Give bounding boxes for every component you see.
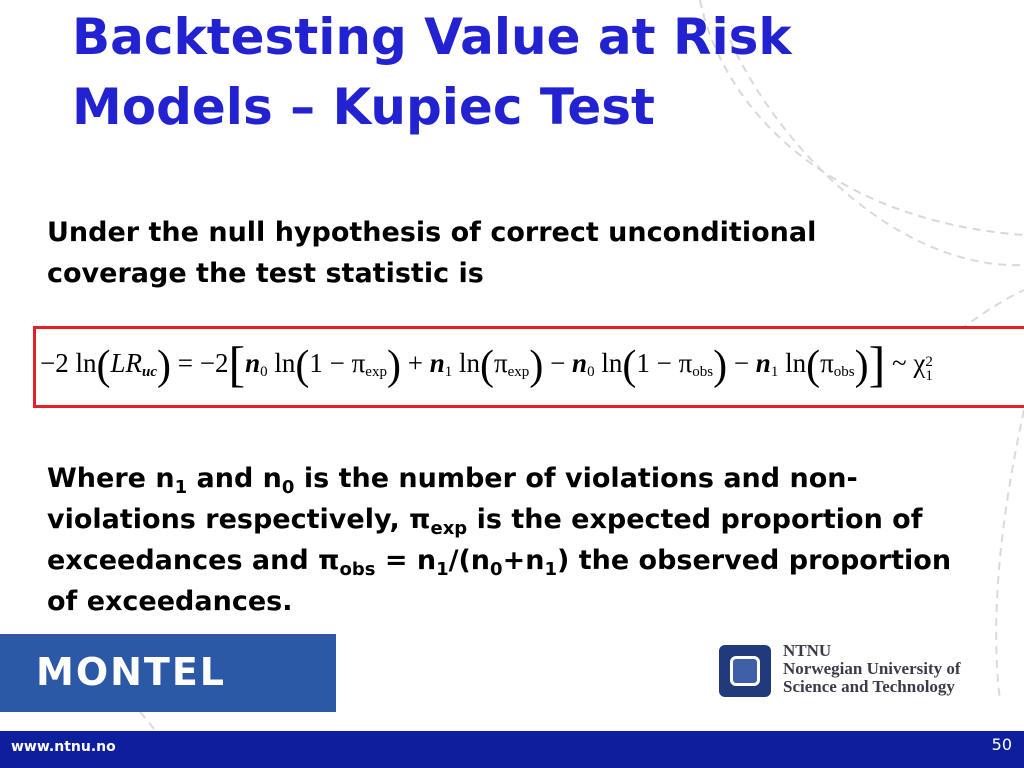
formula-minus: − — [543, 348, 573, 378]
formula-lhs: −2 ln — [40, 348, 97, 378]
formula-pi: π — [494, 348, 508, 378]
formula-one-minus: 1 − — [636, 348, 679, 378]
formula-n: n — [572, 348, 588, 378]
formula-ln: ln — [601, 348, 623, 378]
formula-n: n — [755, 348, 771, 378]
formula-sub: 1 — [770, 364, 779, 380]
formula-plus: + — [400, 348, 430, 378]
formula-sub: exp — [507, 364, 530, 380]
formula-sub: exp — [365, 364, 387, 380]
formula-eq: = −2 — [171, 348, 229, 378]
kupiec-formula: −2 $\ln(LR_{uc}) = -2[n_0$ $\ln(1 - \pi_{exp}) + n_1$ $\ln(\pi_{exp}) - n_0$ $\ln(1 - \pi_{obs}) - n_1$ $\ln(\pi_{obs})$] ~ χ 2 1 — [40, 336, 933, 392]
formula-lr-sub: uc — [142, 364, 157, 380]
formula-ln: ln — [458, 348, 480, 378]
formula-chi: ~ χ — [885, 348, 926, 378]
formula-ln: ln — [785, 348, 807, 378]
intro-text: Under the null hypothesis of correct unconditional coverage the test statistic is — [47, 217, 817, 289]
montel-logo — [0, 634, 336, 712]
ntnu-name: NTNU — [783, 641, 832, 660]
ntnu-line-3: Science and Technology — [783, 677, 955, 696]
slide-title: Backtesting Value at Risk Models – Kupiec Test — [72, 8, 792, 136]
formula-ln: ln — [274, 348, 296, 378]
formula-sub: 0 — [587, 364, 595, 380]
formula-lr: LR — [110, 348, 142, 378]
formula-sub: 0 — [260, 364, 268, 380]
footer-url[interactable]: www.ntnu.no — [11, 739, 116, 755]
montel-logo-text: MONTEL — [36, 650, 227, 694]
page-number: 50 — [991, 735, 1012, 754]
formula-sub: 1 — [444, 364, 453, 380]
formula-box — [33, 326, 1024, 408]
formula-minus: − — [727, 348, 756, 378]
formula-one-minus: 1 − — [309, 348, 352, 378]
formula-chi-sub: 1 — [925, 368, 933, 384]
formula-n: n — [429, 348, 445, 378]
footer-bar — [0, 731, 1024, 768]
explanation-text: Where $n_1$ and $n_0$ is the number of violations and non-violations respectively, $\pi_{exp}$ is the expected proportion of exceedances and $\pi_{obs} = n_1/(n_0+n_1)$ the observed proportion of exceedances. — [47, 463, 952, 617]
formula-chi-sup: 2 — [925, 354, 933, 370]
ntnu-line-2: Norwegian University of — [783, 659, 961, 678]
formula-n: n — [245, 348, 261, 378]
ntnu-logo-icon — [719, 645, 771, 697]
formula-sub: obs — [833, 364, 855, 380]
ntnu-logo-ring — [730, 656, 760, 686]
formula-pi: π — [351, 348, 366, 378]
formula-sub: obs — [692, 364, 714, 380]
ntnu-logo-text — [783, 642, 961, 696]
formula-pi: π — [678, 348, 693, 378]
formula-pi: π — [820, 348, 834, 378]
